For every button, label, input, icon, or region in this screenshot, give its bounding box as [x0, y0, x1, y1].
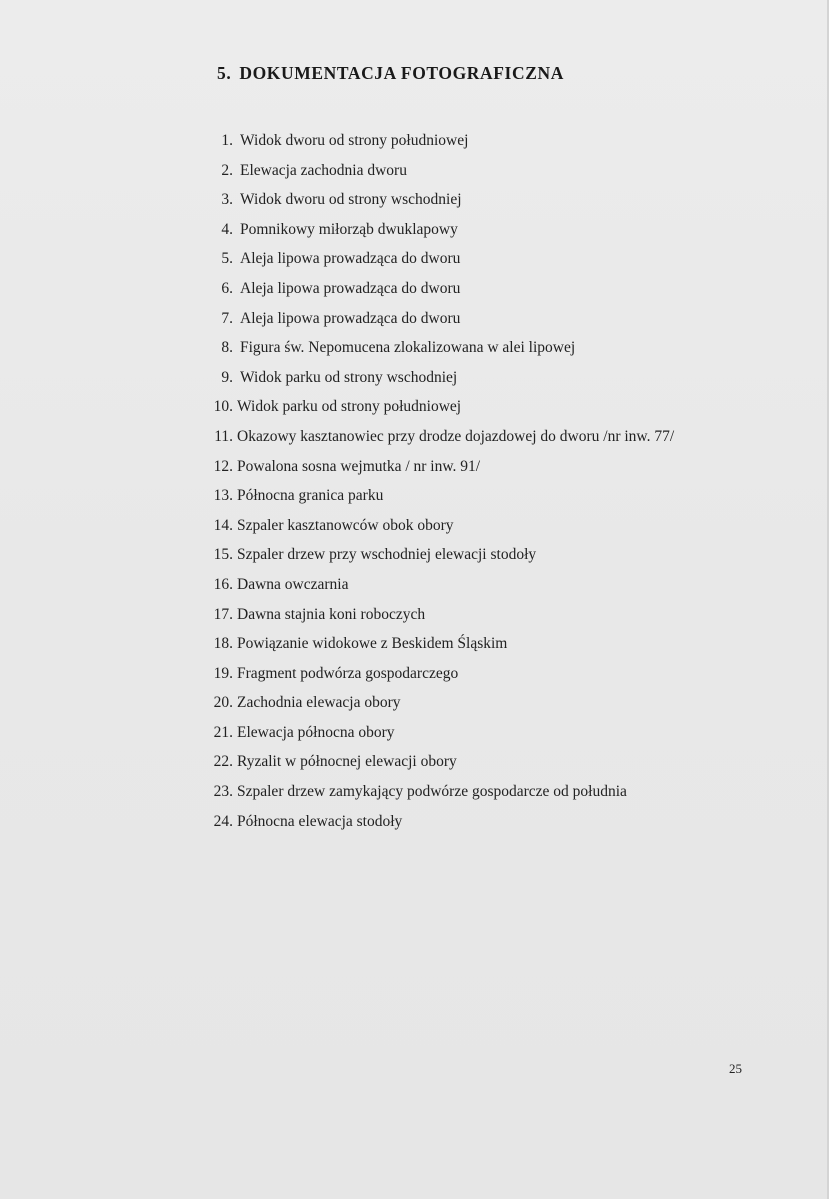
list-item-caption: Aleja lipowa prowadząca do dworu — [240, 250, 461, 268]
list-item-caption: Fragment podwórza gospodarczego — [237, 664, 459, 682]
list-item-number: 8. — [221, 339, 233, 357]
list-item-caption: Północna elewacja stodoły — [237, 812, 403, 830]
list-item-caption: Północna granica parku — [237, 487, 384, 505]
list-item-caption: Widok parku od strony wschodniej — [240, 368, 458, 386]
list-item-caption: Widok dworu od strony południowej — [240, 132, 469, 149]
list-item-caption: Elewacja zachodnia dworu — [240, 161, 407, 179]
list-item-caption: Powiązanie widokowe z Beskidem Śląskim — [237, 635, 508, 653]
list-item-caption: Pomnikowy miłorząb dwuklapowy — [240, 220, 458, 238]
list-item-caption: Okazowy kasztanowiec przy drodze dojazdowej do dworu /nr inw. 77/ — [237, 427, 675, 445]
section-heading — [217, 63, 564, 84]
list-item-number: 17. — [213, 605, 233, 623]
list-item-number: 3. — [221, 191, 233, 209]
list-item-number: 6. — [221, 279, 233, 297]
list-item-caption: Aleja lipowa prowadząca do dworu — [240, 309, 461, 327]
list-item-number: 12. — [213, 457, 233, 475]
list-item-caption: Dawna owczarnia — [237, 575, 349, 593]
list-item-number: 11. — [214, 427, 233, 445]
list-item-number: 21. — [213, 723, 233, 741]
list-item-number: 10. — [213, 398, 233, 416]
page-number: 25 — [729, 1061, 742, 1076]
list-item-number: 2. — [221, 161, 233, 179]
list-item-caption: Figura św. Nepomucena zlokalizowana w alei lipowej — [240, 339, 576, 357]
list-item-number: 19. — [213, 664, 233, 682]
list-item-caption: Szpaler kasztanowców obok obory — [237, 516, 454, 534]
list-item-number: 5. — [221, 250, 233, 268]
list-item-caption: Zachodnia elewacja obory — [237, 694, 401, 712]
list-item-caption: Widok dworu od strony wschodniej — [240, 191, 462, 209]
list-item-number: 18. — [213, 635, 233, 653]
list-item-number: 13. — [213, 487, 233, 505]
list-item-caption: Elewacja północna obory — [237, 723, 395, 741]
list-item-number: 23. — [213, 783, 233, 801]
list-item-caption: Ryzalit w północnej elewacji obory — [237, 753, 457, 771]
list-item-caption: Powalona sosna wejmutka / nr inw. 91/ — [237, 457, 481, 475]
list-item-number: 4. — [221, 220, 233, 238]
list-item-number: 14. — [213, 516, 233, 534]
list-item-caption: Dawna stajnia koni roboczych — [237, 605, 426, 623]
list-item-caption: Aleja lipowa prowadząca do dworu — [240, 279, 461, 297]
list-item-caption: Szpaler drzew przy wschodniej elewacji stodoły — [237, 546, 537, 564]
list-item-number: 7. — [221, 309, 233, 327]
list-item-number: 24. — [213, 812, 233, 830]
list-item-caption: Szpaler drzew zamykający podwórze gospodarcze od południa — [237, 783, 627, 801]
list-item-number: 1. — [221, 132, 233, 149]
list-item-number: 9. — [221, 368, 233, 386]
list-item-number: 15. — [213, 546, 233, 564]
section-title: DOKUMENTACJA FOTOGRAFICZNA — [239, 63, 564, 83]
list-item-number: 22. — [213, 753, 233, 771]
section-number: 5. — [217, 63, 232, 83]
list-item-caption: Widok parku od strony południowej — [237, 398, 462, 416]
list-item-number: 16. — [213, 575, 233, 593]
list-item-number: 20. — [213, 694, 233, 712]
